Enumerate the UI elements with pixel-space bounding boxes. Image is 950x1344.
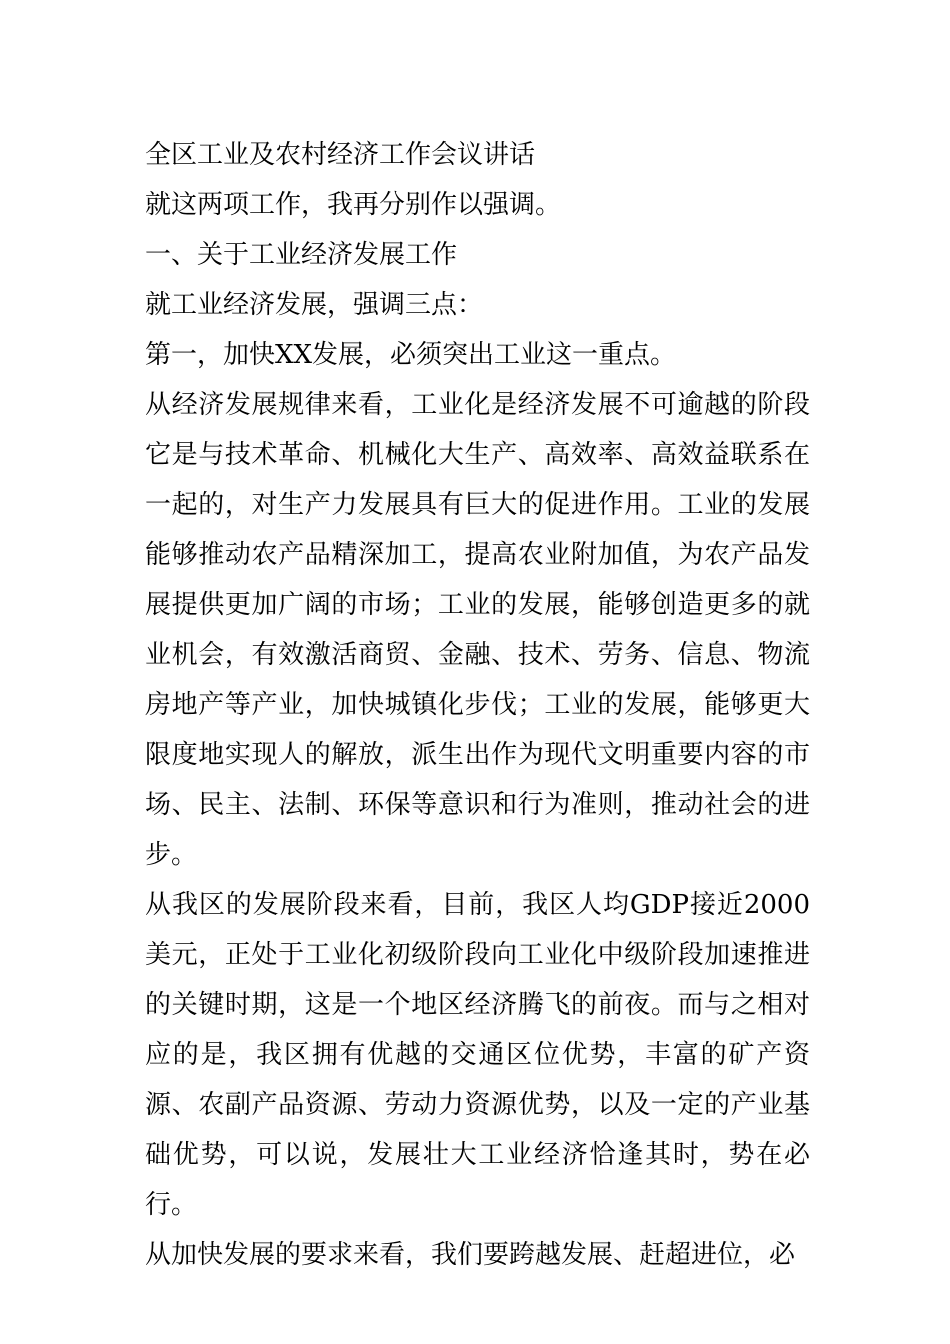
paragraph: 第一，加快XX发展，必须突出工业这一重点。 xyxy=(145,340,677,370)
paragraph: 就这两项工作，我再分别作以强调。 xyxy=(145,190,562,220)
paragraph: 从加快发展的要求来看，我们要跨越发展、赶超进位，必 xyxy=(145,1240,796,1270)
paragraph: 从我区的发展阶段来看，目前，我区人均GDP接近2000美元，正处于工业化初级阶段向工业化中级阶段加速推进的关键时期，这是一个地区经济腾飞的前夜。而与之相对应的是，我区拥有优越的交通区位优势，丰富的矿产资源、农副产品资源、劳动力资源优势，以及一定的产业基础优势，可以说，发展壮大工业经济恰逢其时，势在必行。 xyxy=(145,890,810,1220)
paragraph: 从经济发展规律来看，工业化是经济发展不可逾越的阶段它是与技术革命、机械化大生产、高效率、高效益联系在一起的，对生产力发展具有巨大的促进作用。工业的发展能够推动农产品精深加工，提高农业附加值，为农产品发展提供更加广阔的市场；工业的发展，能够创造更多的就业机会，有效激活商贸、金融、技术、劳务、信息、物流房地产等产业，加快城镇化步伐；工业的发展，能够更大限度地实现人的解放，派生出作为现代文明重要内容的市场、民主、法制、环保等意识和行为准则，推动社会的进步。 xyxy=(145,390,810,870)
document-title: 全区工业及农村经济工作会议讲话 xyxy=(145,140,536,170)
section-heading: 一、关于工业经济发展工作 xyxy=(145,240,458,270)
document-body xyxy=(145,130,810,1280)
paragraph: 就工业经济发展，强调三点： xyxy=(145,290,484,320)
